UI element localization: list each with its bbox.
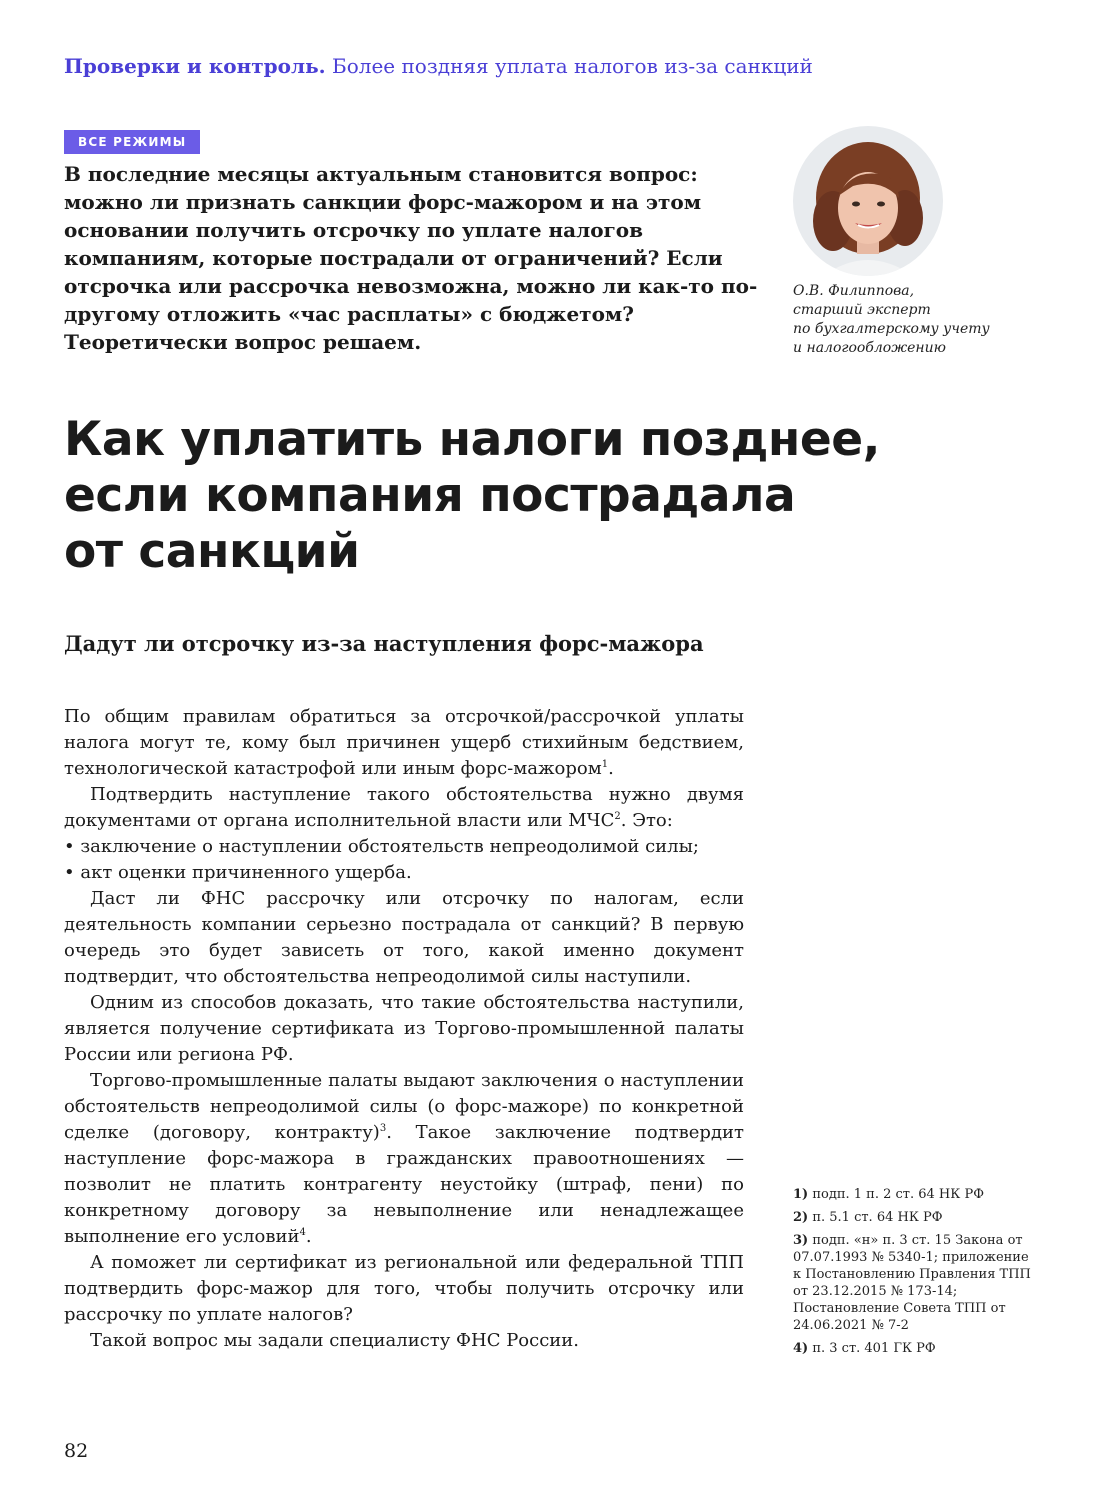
footnote-ref-1: 1	[601, 759, 609, 770]
running-header-section: Проверки и контроль.	[64, 54, 326, 78]
author-photo	[793, 126, 943, 276]
bullet-item-1: • заключение о наступлении обстоятельств непреодолимой силы;	[64, 836, 699, 857]
author-role-line-3: и налогообложению	[793, 340, 946, 356]
author-caption	[793, 282, 1023, 358]
footnote-ref-4: 4	[299, 1227, 306, 1238]
footnote-3: 3) подп. «н» п. 3 ст. 15 Закона от 07.07.1993 № 5340-1; приложение к Постановлению Правления ТПП от 23.12.2015 № 173-14; Постановление Совета ТПП от 24.06.2021 № 7-2	[793, 1233, 1031, 1333]
body-paragraph-3: Даст ли ФНС рассрочку или отсрочку по налогам, если деятельность компании серьезно пострадала от санкций? В первую очередь это будет зависеть от того, какой именно документ подтвердит, что обстоятельства непреодолимой силы наступили.	[64, 888, 744, 987]
article-title	[64, 412, 964, 580]
body-paragraph-2: Подтвердить наступление такого обстоятельства нужно двумя документами от органа исполнительной власти или МЧС$^2$. Это:	[64, 784, 744, 831]
footnote-ref-3: 3	[379, 1123, 387, 1134]
body-paragraph-4: Одним из способов доказать, что такие обстоятельства наступили, является получение сертификата из Торгово-промышленной палаты России или региона РФ.	[64, 992, 744, 1065]
page-number: 82	[64, 1440, 89, 1462]
article-body	[64, 704, 744, 1354]
lead-paragraph: В последние месяцы актуальным становится вопрос: можно ли признать санкции форс-мажором и на этом основании получить отсрочку по уплате налогов компаниям, которые пострадали от ограничений? Если отсрочка или рассрочка невозможна, можно ли как-то по-другому отложить «час расплаты» с бюджетом? Теоретически вопрос решаем.	[64, 162, 758, 354]
author-name: О.В. Филиппова,	[793, 283, 915, 299]
footnote-4: 4) п. 3 ст. 401 ГК РФ	[793, 1341, 936, 1356]
body-paragraph-7: Такой вопрос мы задали специалисту ФНС России.	[90, 1330, 580, 1351]
section-heading: Дадут ли отсрочку из-за наступления форс-мажора	[64, 631, 704, 656]
article-title-line-1: Как уплатить налоги позднее,	[64, 412, 881, 467]
author-portrait-image	[793, 126, 943, 276]
footnote-ref-2: 2	[614, 811, 621, 822]
author-role-line-2: по бухгалтерскому учету	[793, 321, 990, 337]
bullet-item-2: • акт оценки причиненного ущерба.	[64, 862, 412, 883]
footnotes	[793, 1186, 1033, 1363]
footnote-1: 1) подп. 1 п. 2 ст. 64 НК РФ	[793, 1187, 984, 1202]
footnote-2: 2) п. 5.1 ст. 64 НК РФ	[793, 1210, 943, 1225]
author-role-line-1: старший эксперт	[793, 302, 931, 318]
article-title-line-2: если компания пострадала	[64, 468, 796, 523]
body-paragraph-6: А поможет ли сертификат из региональной или федеральной ТПП подтвердить форс-мажор для того, чтобы получить отсрочку или рассрочку по уплате налогов?	[64, 1252, 744, 1325]
running-header	[64, 54, 824, 78]
tax-regime-badge: ВСЕ РЕЖИМЫ	[64, 130, 200, 154]
article-title-line-3: от санкций	[64, 524, 360, 579]
running-header-topic: Более поздняя уплата налогов из-за санкций	[332, 54, 813, 78]
body-paragraph-1: По общим правилам обратиться за отсрочкой/рассрочкой уплаты налога могут те, кому был причинен ущерб стихийным бедствием, технологической катастрофой или иным форс-мажором$^1$.	[64, 706, 744, 779]
body-paragraph-5: Торгово-промышленные палаты выдают заключения о наступлении обстоятельств непреодолимой силы (о форс-мажоре) по конкретной сделке (договору, контракту)$^3$. Такое заключение подтвердит наступление форс-мажора в гражданских правоотношениях — позволит не платить контрагенту неустойку (штраф, пени) по конкретному договору за невыполнение или ненадлежащее выполнение его условий$^4$.	[64, 1070, 744, 1247]
